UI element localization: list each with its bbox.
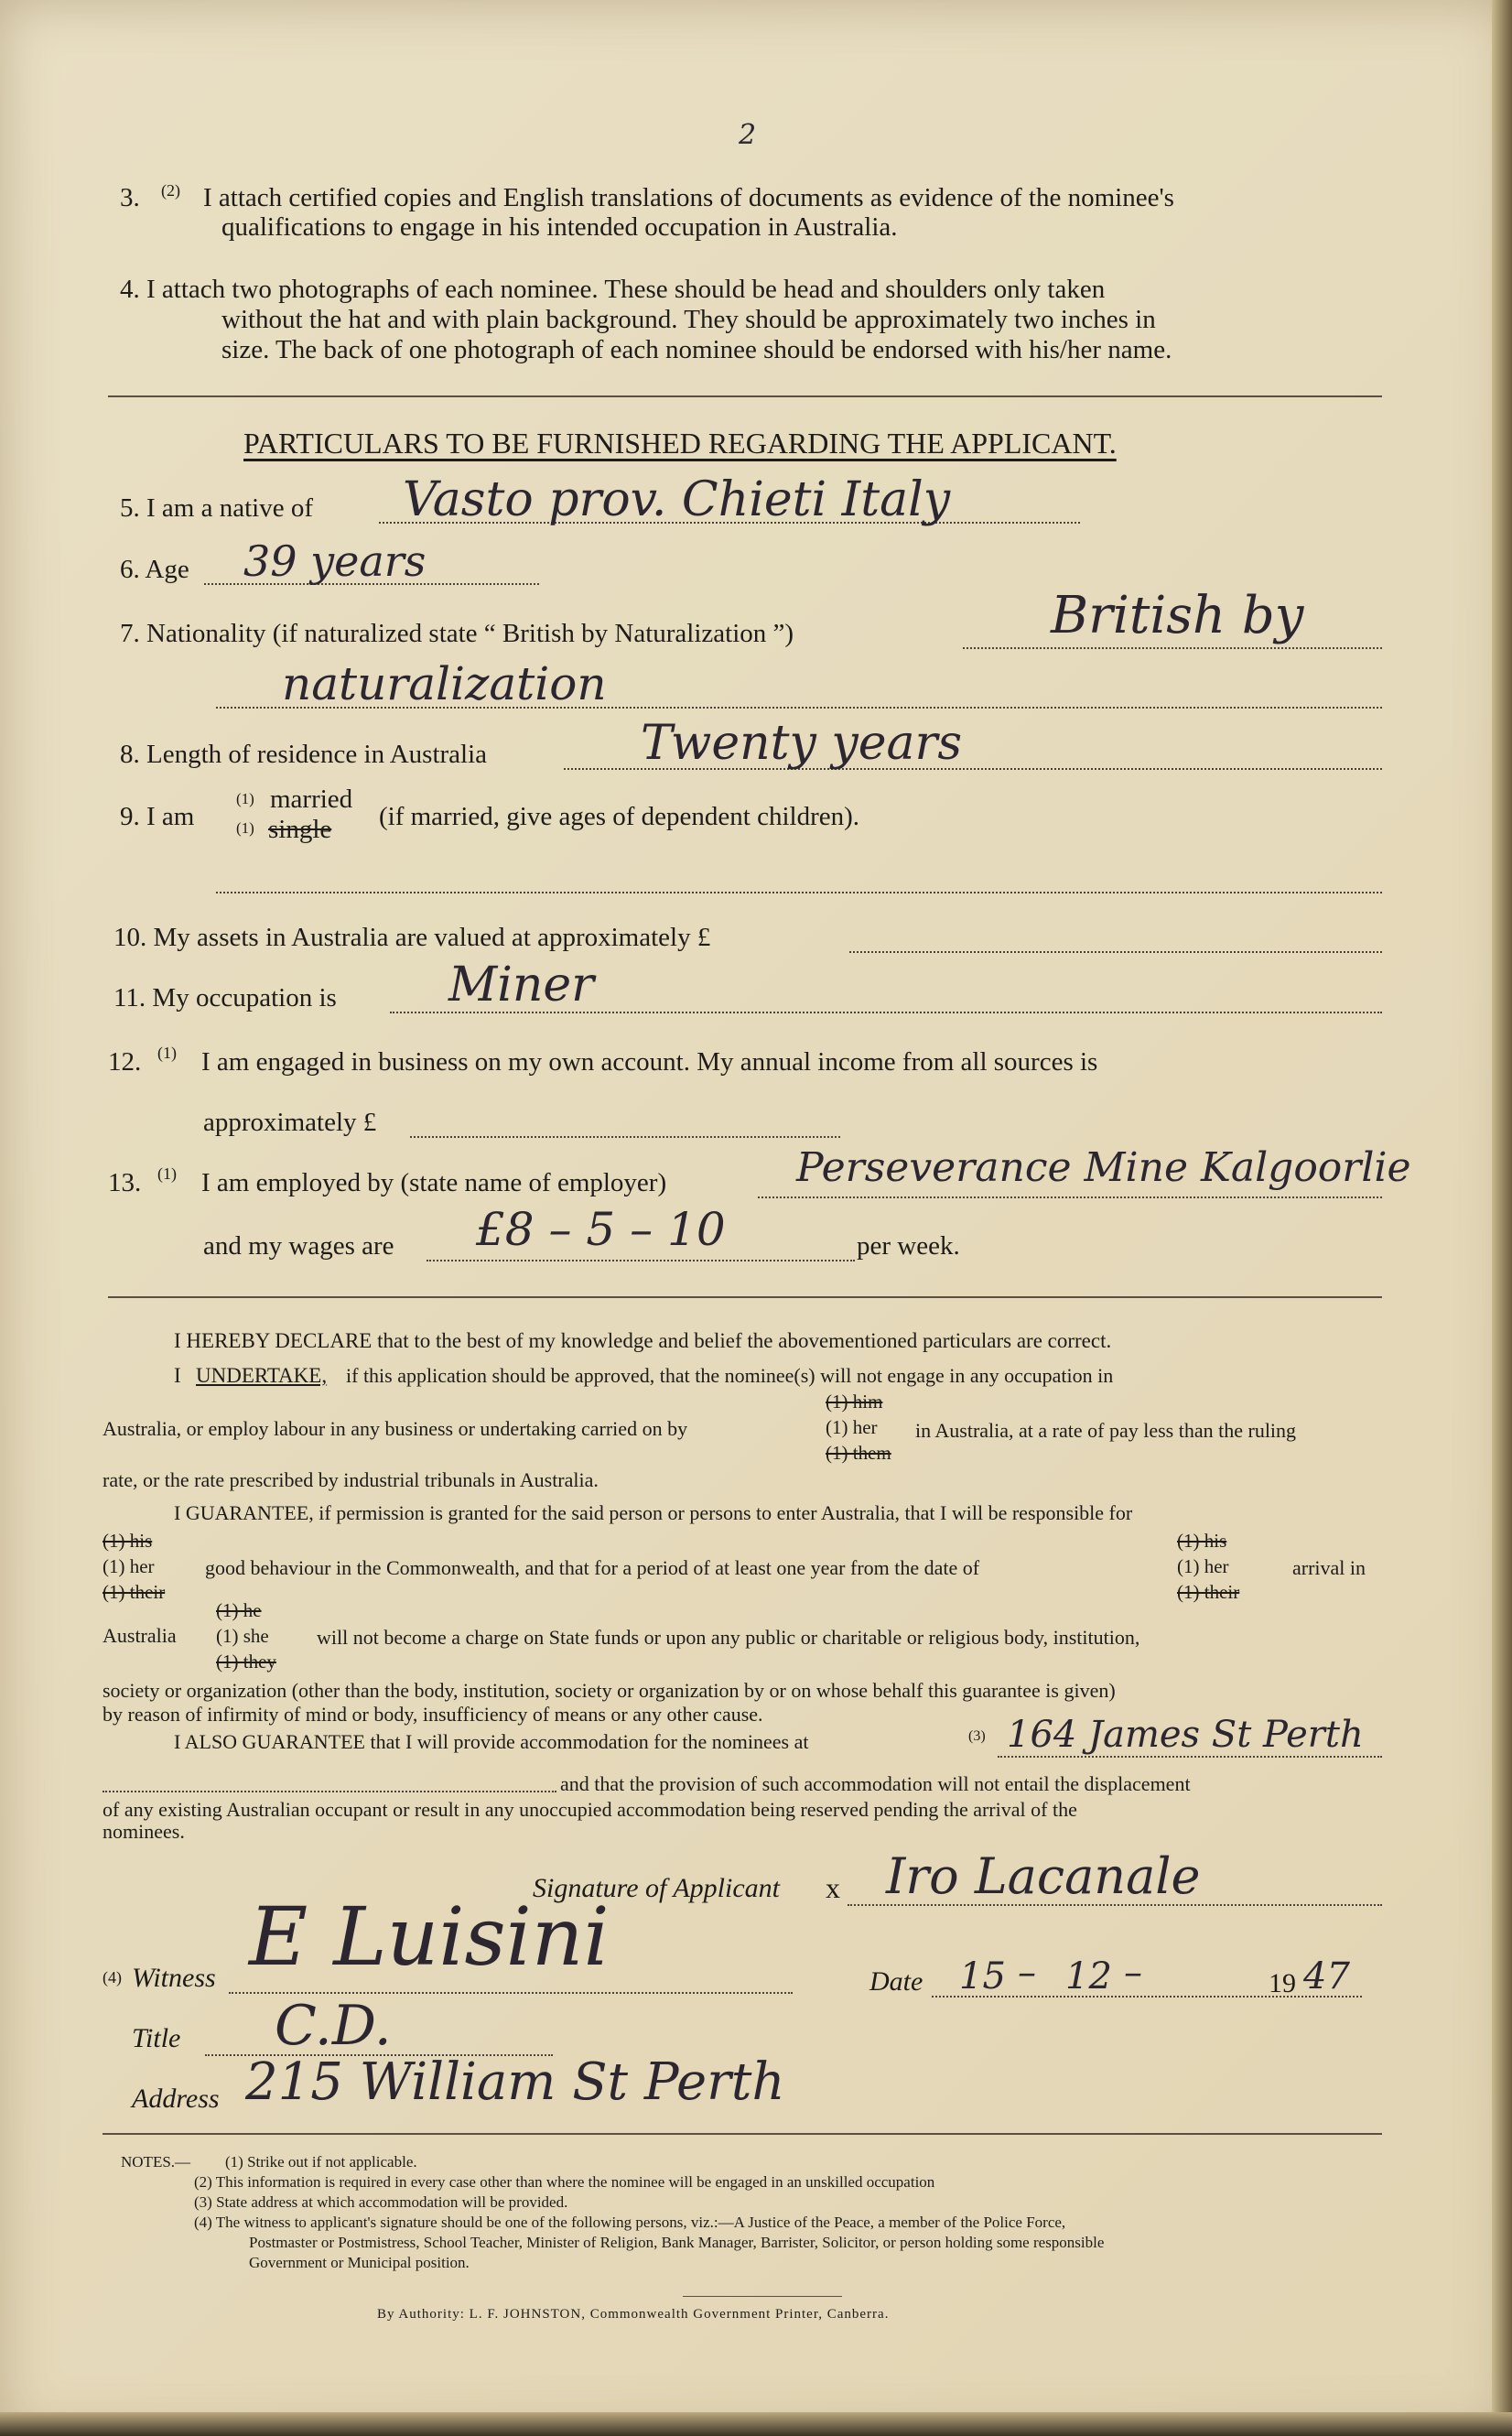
- field-8-label: 8. Length of residence in Australia: [120, 740, 488, 769]
- notes-label: NOTES.—: [121, 2153, 191, 2171]
- opt-he-struck: (1) he: [216, 1599, 262, 1621]
- and-that-text: and that the provision of such accommodation will not entail the displacement: [560, 1772, 1191, 1795]
- opt-them-struck: (1) them: [826, 1442, 891, 1464]
- date-month: 12: [1065, 1955, 1112, 1998]
- note-4-line-3: Government or Municipal position.: [249, 2254, 470, 2271]
- australia-2: Australia: [103, 1624, 177, 1647]
- field-7-line-1: [963, 647, 1382, 649]
- rate-text: rate, or the rate prescribed by industrial tribunals in Australia.: [103, 1468, 599, 1491]
- page-edge-right: [1492, 0, 1512, 2436]
- opt-his-2-struck: (1) his: [1177, 1530, 1227, 1552]
- item-4-line-3: size. The back of one photograph of each nominee should be endorsed with his/her name.: [221, 335, 1172, 364]
- field-7-label: 7. Nationality (if naturalized state “ British by Naturalization ”): [120, 619, 794, 648]
- field-12-line: [410, 1136, 840, 1138]
- field-9-married: married: [270, 785, 353, 814]
- also-guarantee-text: I ALSO GUARANTEE that I will provide accommodation for the nominees at: [174, 1730, 809, 1753]
- field-6-label: 6. Age: [120, 555, 189, 584]
- signature-label: Signature of Applicant: [533, 1873, 780, 1903]
- field-6-value: 39 years: [243, 536, 427, 586]
- field-13-per-week: per week.: [857, 1231, 960, 1261]
- opt-his-struck: (1) his: [103, 1530, 153, 1552]
- opt-they-struck: (1) they: [216, 1651, 276, 1673]
- page-edge-bottom: [0, 2412, 1512, 2436]
- field-13-wage-line: [427, 1260, 855, 1261]
- section-heading: PARTICULARS TO BE FURNISHED REGARDING THE APPLICANT.: [243, 427, 1117, 460]
- item-3-note-ref: (2): [161, 181, 180, 200]
- applicant-signature: Iro Lacanale: [886, 1847, 1201, 1905]
- witness-address: 215 William St Perth: [245, 2052, 785, 2112]
- field-9-opt-ref-1: (1): [236, 790, 254, 807]
- accommodation-line-2: [103, 1791, 556, 1792]
- date-year-suffix: 47: [1303, 1955, 1350, 1998]
- guarantee-text: I GUARANTEE, if permission is granted for the said person or persons to enter Australia, that I will be responsible for: [174, 1501, 1133, 1524]
- opt-her-3: (1) her: [1177, 1555, 1229, 1577]
- field-13-note-ref: (1): [157, 1164, 177, 1183]
- field-13-wage-label: and my wages are: [203, 1231, 394, 1261]
- opt-she: (1) she: [216, 1625, 269, 1647]
- field-5-value: Vasto prov. Chieti Italy: [403, 472, 951, 527]
- field-9-opt-ref-2: (1): [236, 819, 254, 837]
- field-8-value: Twenty years: [641, 716, 963, 771]
- title-label: Title: [132, 2023, 181, 2053]
- witness-label: Witness: [132, 1963, 216, 1993]
- printer-imprint: By Authority: L. F. JOHNSTON, Commonwealth Government Printer, Canberra.: [377, 2307, 890, 2322]
- society-text: society or organization (other than the body, institution, society or organization by or on whose behalf this guarantee is given): [103, 1679, 1116, 1702]
- item-4-line-1: 4. I attach two photographs of each nominee. These should be head and shoulders only taken: [120, 275, 1106, 304]
- accommodation-address: 164 James St Perth: [1007, 1714, 1364, 1756]
- field-13-number: 13.: [108, 1168, 142, 1197]
- field-5-label: 5. I am a native of: [120, 493, 313, 523]
- also-note-ref: (3): [968, 1728, 986, 1744]
- note-3: (3) State address at which accommodation will be provided.: [194, 2193, 568, 2211]
- guarantee-end: arrival in: [1292, 1556, 1366, 1579]
- item-3-number: 3.: [120, 183, 140, 212]
- address-label: Address: [132, 2084, 220, 2114]
- accommodation-line-1: [998, 1756, 1382, 1758]
- page-number: 2: [739, 119, 757, 151]
- field-7-value-1: British by: [1051, 586, 1304, 645]
- footer-rule: [683, 2296, 842, 2297]
- note-4-line-2: Postmaster or Postmistress, School Teacher, Minister of Religion, Bank Manager, Barrister, Solicitor, or person holding some responsible: [249, 2234, 1105, 2251]
- field-9-single-struck: single: [268, 815, 332, 844]
- opt-their-struck: (1) their: [103, 1581, 166, 1603]
- australia-rate-text: in Australia, at a rate of pay less than the ruling: [915, 1419, 1297, 1442]
- undertake-word: UNDERTAKE,: [196, 1364, 328, 1387]
- existing-text: of any existing Australian occupant or result in any unoccupied accommodation being reserved pending the arrival of the: [103, 1798, 1077, 1821]
- guarantee-middle: good behaviour in the Commonwealth, and that for a period of at least one year from the date of: [205, 1556, 980, 1579]
- signature-mark: x: [826, 1871, 840, 1904]
- note-1: (1) Strike out if not applicable.: [225, 2153, 417, 2171]
- item-4-line-2: without the hat and with plain background. They should be approximately two inches in: [221, 305, 1156, 334]
- title-value: C.D.: [275, 1994, 392, 2058]
- field-13-text: I am employed by (state name of employer): [201, 1168, 667, 1197]
- date-sep-2: –: [1124, 1952, 1142, 1994]
- divider-3: [103, 2133, 1382, 2135]
- opt-their-2-struck: (1) their: [1177, 1581, 1240, 1603]
- declare-text: I HEREBY DECLARE that to the best of my knowledge and belief the abovementioned particulars are correct.: [174, 1329, 1112, 1352]
- field-12-label-b: approximately £: [203, 1108, 377, 1137]
- divider-1: [108, 395, 1382, 397]
- field-11-label: 11. My occupation is: [113, 983, 337, 1012]
- undertake-i: I: [174, 1364, 181, 1387]
- field-10-line: [849, 951, 1382, 953]
- note-4-line-1: (4) The witness to applicant's signature should be one of the following persons, viz.:—A Justice of the Peace, a member of the Police Force,: [194, 2214, 1066, 2231]
- undertake-text: if this application should be approved, that the nominee(s) will not engage in any occupation in: [346, 1364, 1114, 1387]
- witness-note-ref: (4): [103, 1968, 122, 1987]
- date-label: Date: [869, 1966, 923, 1997]
- field-9-children-line: [216, 892, 1382, 893]
- divider-2: [108, 1296, 1382, 1298]
- field-11-value: Miner: [448, 958, 594, 1012]
- item-3-line-1: I attach certified copies and English translations of documents as evidence of the nominee's: [203, 183, 1174, 212]
- field-12-note-ref: (1): [157, 1044, 177, 1062]
- date-sep-1: –: [1018, 1952, 1036, 1994]
- field-9-label-b: (if married, give ages of dependent children).: [379, 802, 860, 831]
- field-9-label-a: 9. I am: [120, 802, 195, 831]
- field-13-value: Perseverance Mine Kalgoorlie: [796, 1144, 1411, 1191]
- witness-signature: E Luisini: [249, 1889, 610, 1984]
- date-year-prefix: 19: [1269, 1968, 1296, 1998]
- opt-her-2: (1) her: [103, 1555, 155, 1577]
- date-day: 15: [959, 1955, 1006, 1998]
- reason-text: by reason of infirmity of mind or body, insufficiency of means or any other cause.: [103, 1703, 763, 1726]
- charge-text: will not become a charge on State funds or upon any public or charitable or religious body, institution,: [317, 1626, 1140, 1649]
- field-12-text: I am engaged in business on my own account. My annual income from all sources is: [201, 1047, 1098, 1077]
- field-10-label: 10. My assets in Australia are valued at approximately £: [113, 923, 711, 952]
- field-13-wage-value: £8 – 5 – 10: [476, 1203, 726, 1256]
- australia-employ-text: Australia, or employ labour in any business or undertaking carried on by: [103, 1417, 688, 1440]
- opt-him-struck: (1) him: [826, 1391, 883, 1413]
- field-7-value-2: naturalization: [282, 657, 607, 710]
- field-13-line: [758, 1196, 1382, 1198]
- nominees-text: nominees.: [103, 1820, 185, 1843]
- field-12-number: 12.: [108, 1047, 142, 1077]
- item-3-line-2: qualifications to engage in his intended occupation in Australia.: [221, 212, 898, 242]
- opt-her: (1) her: [826, 1416, 878, 1438]
- note-2: (2) This information is required in every case other than where the nominee will be engaged in an unskilled occupation: [194, 2173, 935, 2191]
